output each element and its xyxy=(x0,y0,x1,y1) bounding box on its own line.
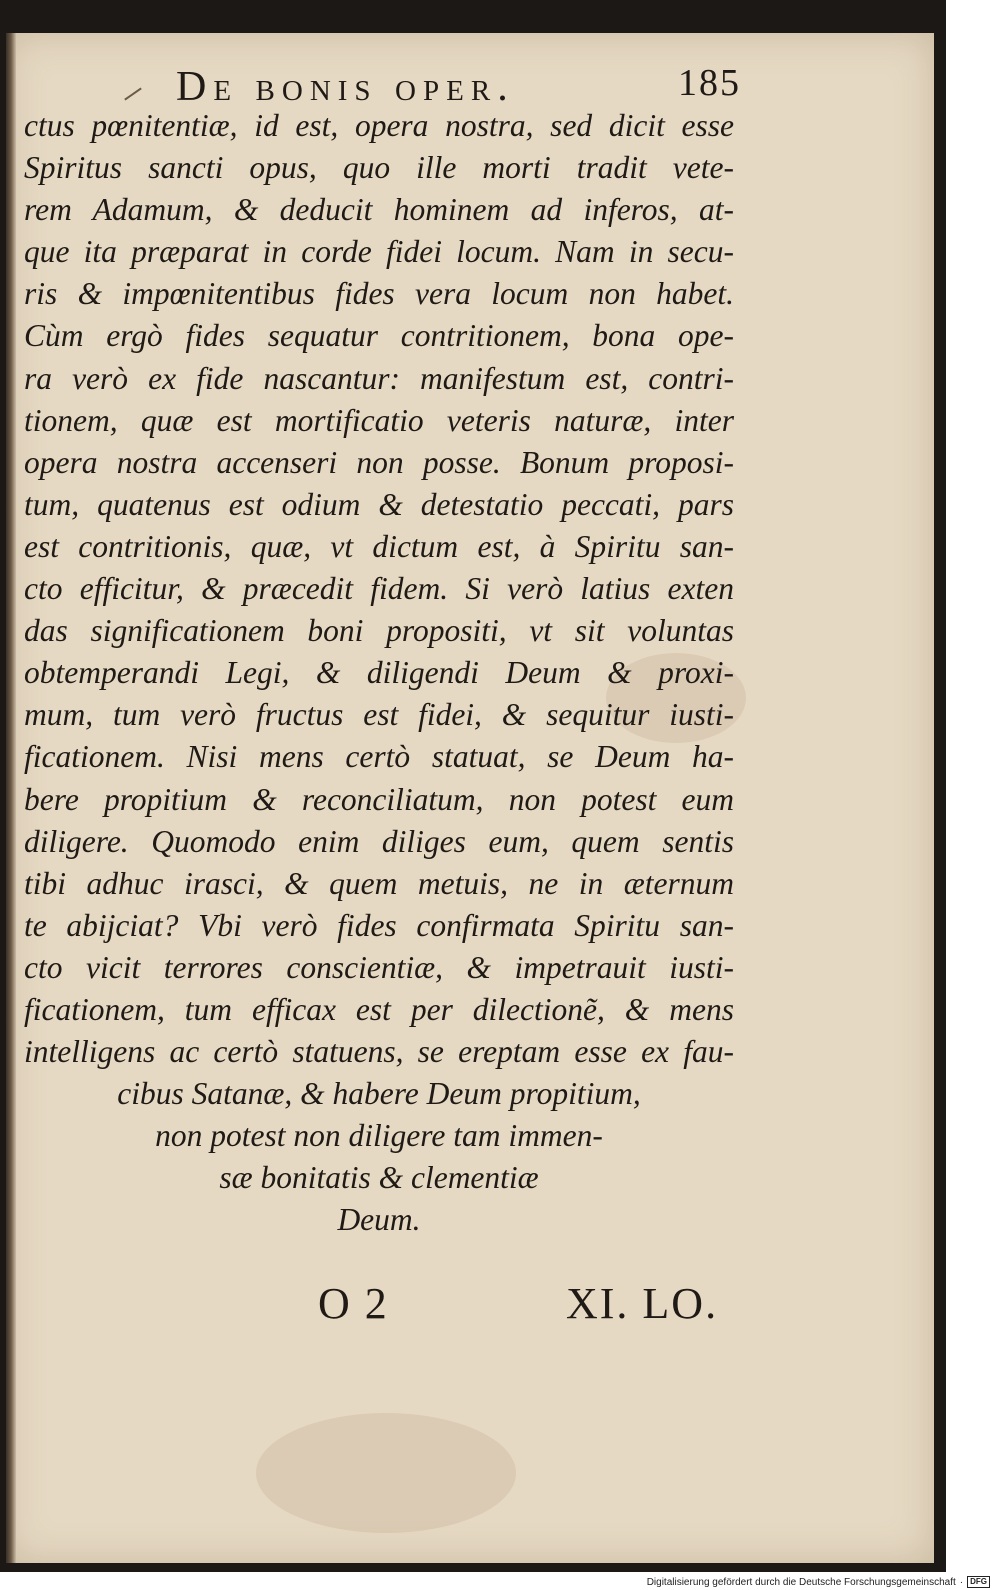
text-line: Spiritus sancti opus, quo ille morti tradit vete- xyxy=(24,150,734,186)
text-line: que ita præparat in corde fidei locum. Nam in secu- xyxy=(24,234,734,270)
text-line: tibi adhuc irasci, & quem metuis, ne in æternum xyxy=(24,865,734,901)
text-line: intelligens ac certò statuens, se ereptam esse ex fau- xyxy=(24,1034,734,1070)
signature-mark: O 2 xyxy=(318,1279,389,1328)
text-line: cto efficitur, & præcedit fidem. Si verò latius exten xyxy=(24,571,734,607)
book-page xyxy=(6,33,934,1563)
text-line: tionem, quæ est mortificatio veteris naturæ, inter xyxy=(24,402,734,438)
text-line-tail: Deum. xyxy=(337,1202,421,1238)
body-text xyxy=(24,105,734,1242)
ink-mark xyxy=(124,87,142,100)
text-line: rem Adamum, & deducit hominem ad inferos, at- xyxy=(24,192,734,228)
dfg-logo-icon: DFG xyxy=(967,1576,990,1588)
text-line: obtemperandi Legi, & diligendi Deum & proxi- xyxy=(24,655,734,691)
page-gutter xyxy=(6,33,16,1563)
text-line: opera nostra accenseri non posse. Bonum proposi- xyxy=(24,444,734,480)
text-line-tail: non potest non diligere tam immen- xyxy=(155,1118,603,1154)
text-line: cto vicit terrores conscientiæ, & impetrauit iusti- xyxy=(24,949,734,985)
text-line: ctus pœnitentiæ, id est, opera nostra, sed dicit esse xyxy=(24,108,734,143)
text-line-tail: sæ bonitatis & clementiæ xyxy=(219,1160,539,1196)
text-line: tum, quatenus est odium & detestatio peccati, pars xyxy=(24,486,734,522)
running-head: De bonis oper. xyxy=(176,64,515,110)
page-number: 185 xyxy=(678,62,741,104)
text-line: ris & impœnitentibus fides vera locum non habet. xyxy=(24,276,734,312)
text-line: ficationem, tum efficax est per dilectionẽ, & mens xyxy=(24,991,734,1027)
text-line: te abijciat? Vbi verò fides confirmata Spiritu san- xyxy=(24,907,734,943)
digitization-credit: Digitalisierung gefördert durch die Deutsche Forschungsgemeinschaft · DFG xyxy=(647,1576,990,1588)
text-line: ficationem. Nisi mens certò statuat, se Deum ha- xyxy=(24,739,734,775)
catchword: XI. LO. xyxy=(566,1279,719,1328)
text-line: ra verò ex fide nascantur: manifestum est, contri- xyxy=(24,360,734,396)
credit-text: Digitalisierung gefördert durch die Deutsche Forschungsgemeinschaft xyxy=(646,1576,956,1588)
text-line: Cùm ergò fides sequatur contritionem, bona ope- xyxy=(24,318,734,354)
text-line: diligere. Quomodo enim diliges eum, quem sentis xyxy=(24,823,734,859)
text-line: est contritionis, quæ, vt dictum est, à Spiritu san- xyxy=(24,528,734,564)
text-line-tail: cibus Satanæ, & habere Deum propitium, xyxy=(117,1076,641,1112)
text-line: das significationem boni propositi, vt sit voluntas xyxy=(24,613,734,649)
text-line: bere propitium & reconciliatum, non potest eum xyxy=(24,781,734,817)
text-line: mum, tum verò fructus est fidei, & sequitur iusti- xyxy=(24,697,734,733)
paper-stain xyxy=(256,1413,516,1533)
